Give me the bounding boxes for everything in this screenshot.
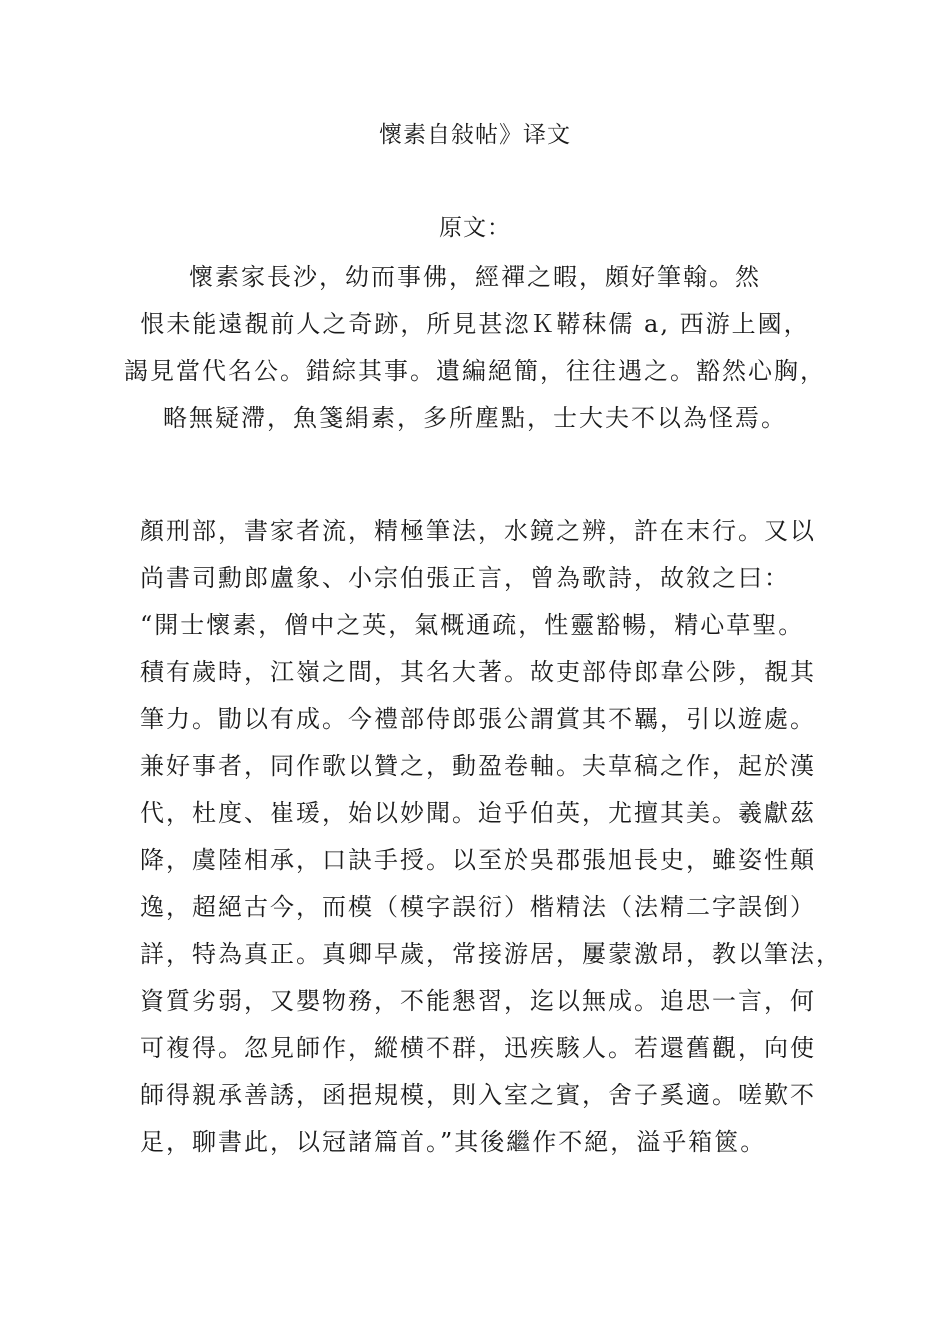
document-title: 懷素自敍帖》译文 — [379, 122, 571, 148]
text-line: 積有歲時，江嶺之間，其名大著。故吏部侍郎韋公陟，覩其 — [140, 658, 816, 686]
text-line: 可複得。忽見師作，縱横不群，迅疾駭人。若還舊觀，向使 — [140, 1034, 816, 1062]
text-line: 逸，超絕古今，而模（模字誤衍）楷精法（法精二字誤倒） — [140, 893, 816, 921]
text-line: 師得親承善誘，函挹規模，則入室之賓，舍子奚適。嗟歎不 — [140, 1081, 816, 1109]
text-line: 顏刑部，書家者流，精極筆法，水鏡之辨，許在末行。又以 — [140, 517, 816, 545]
text-line: 兼好事者，同作歌以贊之，動盈卷軸。夫草稿之作，起於漢 — [140, 752, 816, 780]
paragraph-2 — [0, 508, 950, 1166]
text-line: 降，虞陸相承，口訣手授。以至於吳郡張旭長史，雖姿性顛 — [140, 846, 816, 874]
text-line: 懷素家長沙，幼而事佛，經禪之暇，頗好筆翰。然 — [189, 263, 761, 291]
text-line: 尚書司勳郎盧象、小宗伯張正言，曾為歌詩，故敘之曰： — [140, 564, 790, 592]
text-line: 謁見當代名公。錯綜其事。遺編絕簡，往往遇之。豁然心胸， — [124, 357, 826, 385]
text-line: 資質劣弱，又嬰物務，不能懇習，迄以無成。追思一言，何 — [140, 987, 816, 1015]
text-line: 筆力。勖以有成。今禮部侍郎張公謂賞其不羈，引以遊處。 — [140, 705, 816, 733]
original-text-heading: 原文： — [439, 215, 511, 241]
text-line: “開士懷素，僧中之英，氣概通疏，性靈豁暢，精心草聖。 — [140, 611, 805, 639]
text-line: 略無疑滯，魚箋絹素，多所塵點，士大夫不以為怪焉。 — [163, 404, 787, 432]
text-line: 恨未能遠覩前人之奇跡，所見甚淴Ｋ鞯秣儒 a, 西游上國， — [140, 310, 810, 338]
text-line: 代，杜度、崔瑗，始以妙聞。迨乎伯英，尤擅其美。羲獻茲 — [140, 799, 816, 827]
paragraph-1 — [0, 254, 950, 442]
text-line: 足，聊書此，以冠諸篇首。”其後繼作不絕，溢乎箱篋。 — [140, 1128, 767, 1156]
text-line: 詳，特為真正。真卿早歲，常接游居，屢蒙激昂，教以筆法， — [140, 940, 842, 968]
